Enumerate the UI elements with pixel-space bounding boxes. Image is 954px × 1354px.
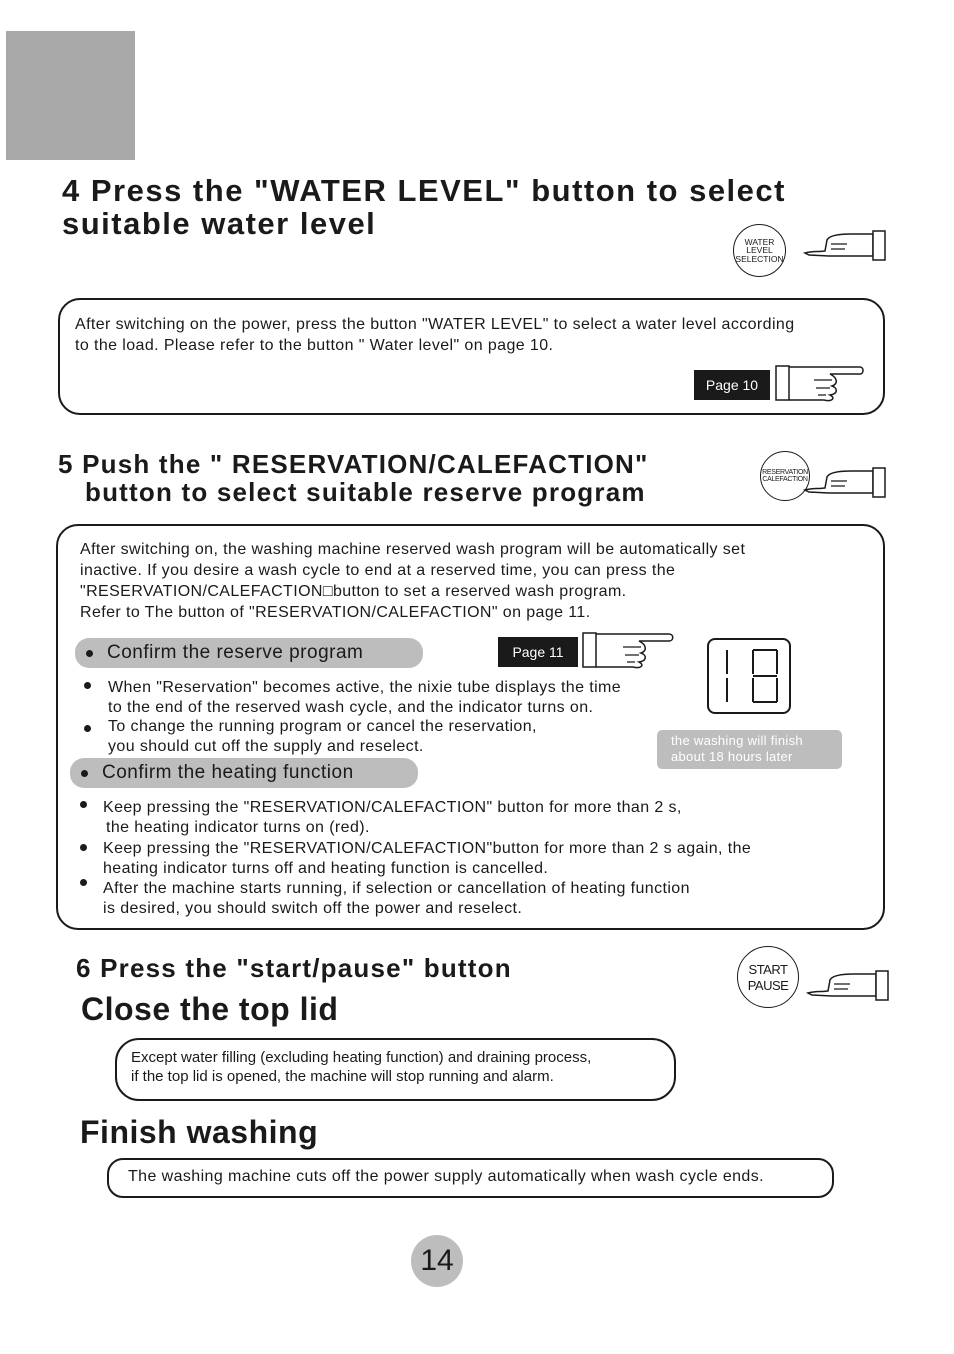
section-5-heading [58,450,649,506]
pressing-hand-icon [803,465,887,499]
page-10-reference: Page 10 [694,370,770,400]
seven-segment-digits-icon [709,640,789,712]
nixie-tube-display [707,638,791,714]
bullet-icon [80,879,87,886]
start-pause-button-icon: START PAUSE [737,946,799,1008]
bullet-icon [84,725,91,732]
finish-washing-text: The washing machine cuts off the power supply automatically when wash cycle ends. [128,1168,764,1185]
confirm-heating-text: Keep pressing the "RESERVATION/CALEFACTION" button for more than 2 s, the heating indicator turns on (red). Keep pressing the "RESERVATION/CALEFACTION"button for more than 2 s again, the heating indicator turns off and heating function is cancelled. After the machine starts running, if selection or cancellation of heating function is desired, you should switch off the power and reselect. [103,799,752,917]
section-5-intro: After switching on, the washing machine reserved wash program will be automatically set inactive. If you desire a wash cycle to end at a reserved time, you can press the "RESERVATION/CALEFACTION□button to set a reserved wash program. Refer to The button of "RESERVATION/CALEFACTION" on page 11. [80,541,746,621]
page-11-reference: Page 11 [498,637,578,667]
section-5-heading-line2: button to select suitable reserve program [85,477,646,507]
section-4-heading-line2: suitable water level [62,206,377,241]
pointing-hand-icon [581,629,677,671]
confirm-reserve-program-label: Confirm the reserve program [75,638,423,668]
water-level-selection-button-icon: WATER LEVEL SELECTION [733,224,786,277]
confirm-reserve-text: When "Reservation" becomes active, the nixie tube displays the time to the end of the reserved wash cycle, and the indicator turns on. To change the running program or cancel the reservation, you should cut off the supply and reselect. [108,679,622,755]
bullet-icon [80,801,87,808]
bullet-icon [86,650,93,657]
section-5-heading-line1: 5 Push the " RESERVATION/CALEFACTION" [58,449,649,479]
bullet-icon [84,682,91,689]
corner-block [6,31,135,160]
section-4-heading [62,174,786,240]
section-4-heading-line1: 4 Press the "WATER LEVEL" button to select [62,173,786,208]
pressing-hand-icon [803,228,887,262]
confirm-heating-function-label: Confirm the heating function [70,758,418,788]
close-lid-heading: Close the top lid [81,991,339,1027]
section-4-text: After switching on the power, press the button "WATER LEVEL" to select a water level according to the load. Please refer to the button " Water level" on page 10. [75,316,795,354]
pointing-hand-icon [774,362,866,404]
display-note: the washing will finish about 18 hours later [657,730,842,769]
page-number: 14 [411,1235,463,1287]
reservation-calefaction-button-icon: RESERVATION CALEFACTION [760,451,810,501]
pressing-hand-icon [806,968,890,1002]
finish-washing-heading: Finish washing [80,1114,319,1150]
section-6-heading: 6 Press the "start/pause" button [76,953,512,983]
bullet-icon [81,770,88,777]
close-lid-text: Except water filling (excluding heating function) and draining process, if the top lid is opened, the machine will stop running and alarm. [131,1049,592,1085]
bullet-icon [80,844,87,851]
